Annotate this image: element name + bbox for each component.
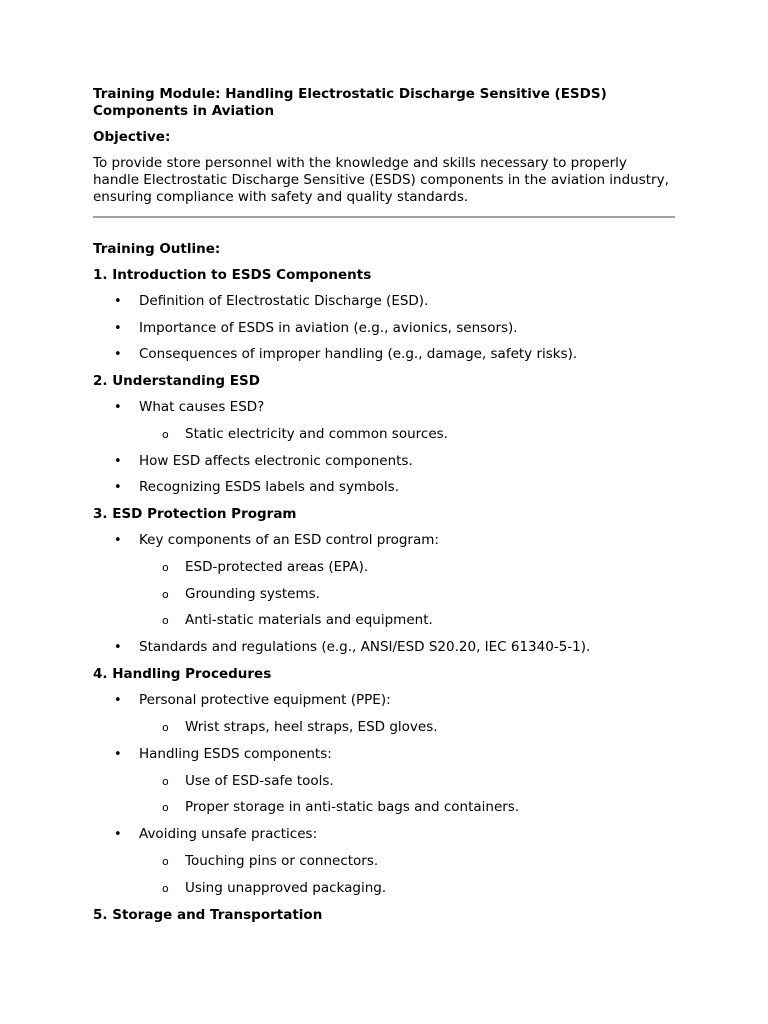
sub-list-item-text: Static electricity and common sources. (185, 425, 448, 442)
circle-bullet-icon: o (162, 774, 169, 788)
bullet-icon: • (114, 347, 122, 363)
circle-bullet-icon: o (162, 881, 169, 895)
objective-text: To provide store personnel with the knowledge and skills necessary to properly handle Electrostatic Discharge Sensitive (ESDS) components in the aviation industry, ensuring compliance with safety and quality standards. (93, 155, 669, 205)
list-item-text: How ESD affects electronic components. (139, 452, 413, 469)
sub-list-item-text: Grounding systems. (185, 585, 320, 602)
sub-list-item (139, 719, 675, 736)
sub-list-item-text: Touching pins or connectors. (185, 853, 379, 870)
bullet-list (93, 532, 675, 656)
sub-list-item-text: ESD-protected areas (EPA). (185, 558, 369, 575)
circle-bullet-icon: o (162, 560, 169, 574)
list-item-text: Handling ESDS components: (139, 745, 332, 762)
list-item-text: Consequences of improper handling (e.g., damage, safety risks). (139, 346, 578, 363)
list-item-text: Avoiding unsafe practices: (139, 826, 318, 843)
document-page (93, 86, 675, 933)
sub-list (139, 426, 675, 443)
bullet-icon: • (114, 827, 122, 843)
list-item (93, 399, 675, 443)
circle-bullet-icon: o (162, 587, 169, 601)
list-item-text: Importance of ESDS in aviation (e.g., avionics, sensors). (139, 319, 518, 336)
bullet-icon: • (114, 399, 122, 415)
outline-sections (93, 267, 675, 924)
list-item (93, 826, 675, 897)
sub-list-item (139, 586, 675, 603)
list-item (93, 346, 675, 363)
circle-bullet-icon: o (162, 855, 169, 869)
list-item-text: Standards and regulations (e.g., ANSI/ESD S20.20, IEC 61340-5-1). (139, 639, 591, 656)
bullet-icon: • (114, 320, 122, 336)
bullet-list (93, 293, 675, 363)
sub-list-item-text: Using unapproved packaging. (185, 879, 387, 896)
list-item-text: Recognizing ESDS labels and symbols. (139, 479, 399, 496)
circle-bullet-icon: o (162, 720, 169, 734)
sub-list-item (139, 612, 675, 629)
sub-list-item (139, 853, 675, 870)
sub-list-item-text: Proper storage in anti-static bags and containers. (185, 799, 520, 816)
sub-list (139, 773, 675, 817)
bullet-icon: • (114, 640, 122, 656)
sub-list-item-text: Wrist straps, heel straps, ESD gloves. (185, 718, 438, 735)
section-heading: 1. Introduction to ESDS Components (93, 267, 372, 283)
list-item-text: What causes ESD? (139, 398, 265, 415)
bullet-icon: • (114, 480, 122, 496)
objective-label: Objective: (93, 129, 171, 145)
list-item (93, 692, 675, 736)
circle-bullet-icon: o (162, 614, 169, 628)
outline-label: Training Outline: (93, 241, 221, 257)
list-item (93, 746, 675, 817)
list-item (93, 293, 675, 310)
list-item (93, 453, 675, 470)
sub-list-item (139, 799, 675, 816)
list-item (93, 320, 675, 337)
sub-list-item-text: Use of ESD-safe tools. (185, 772, 334, 789)
section-heading: 4. Handling Procedures (93, 665, 272, 682)
bullet-list (93, 399, 675, 496)
bullet-icon: • (114, 692, 122, 708)
document-title: Training Module: Handling Electrostatic Discharge Sensitive (ESDS) Components in Aviation (93, 86, 607, 119)
sub-list-item (139, 880, 675, 897)
list-item (93, 639, 675, 656)
bullet-list (93, 692, 675, 897)
sub-list (139, 559, 675, 630)
sub-list-item-text: Anti-static materials and equipment. (185, 612, 433, 629)
list-item-text: Key components of an ESD control program: (139, 531, 439, 548)
section-heading: 5. Storage and Transportation (93, 906, 323, 923)
list-item-text: Personal protective equipment (PPE): (139, 691, 391, 708)
bullet-icon: • (114, 746, 122, 762)
sub-list (139, 853, 675, 897)
bullet-icon: • (114, 453, 122, 469)
list-item (93, 479, 675, 496)
sub-list (139, 719, 675, 736)
bullet-icon: • (114, 294, 122, 309)
list-item-text: Definition of Electrostatic Discharge (ESD). (139, 293, 429, 309)
bullet-icon: • (114, 532, 122, 548)
circle-bullet-icon: o (162, 801, 169, 815)
horizontal-rule (93, 216, 675, 218)
section-heading: 3. ESD Protection Program (93, 505, 297, 522)
sub-list-item (139, 773, 675, 790)
list-item (93, 532, 675, 630)
sub-list-item (139, 426, 675, 443)
circle-bullet-icon: o (162, 427, 169, 441)
section-heading: 2. Understanding ESD (93, 372, 260, 389)
sub-list-item (139, 559, 675, 576)
